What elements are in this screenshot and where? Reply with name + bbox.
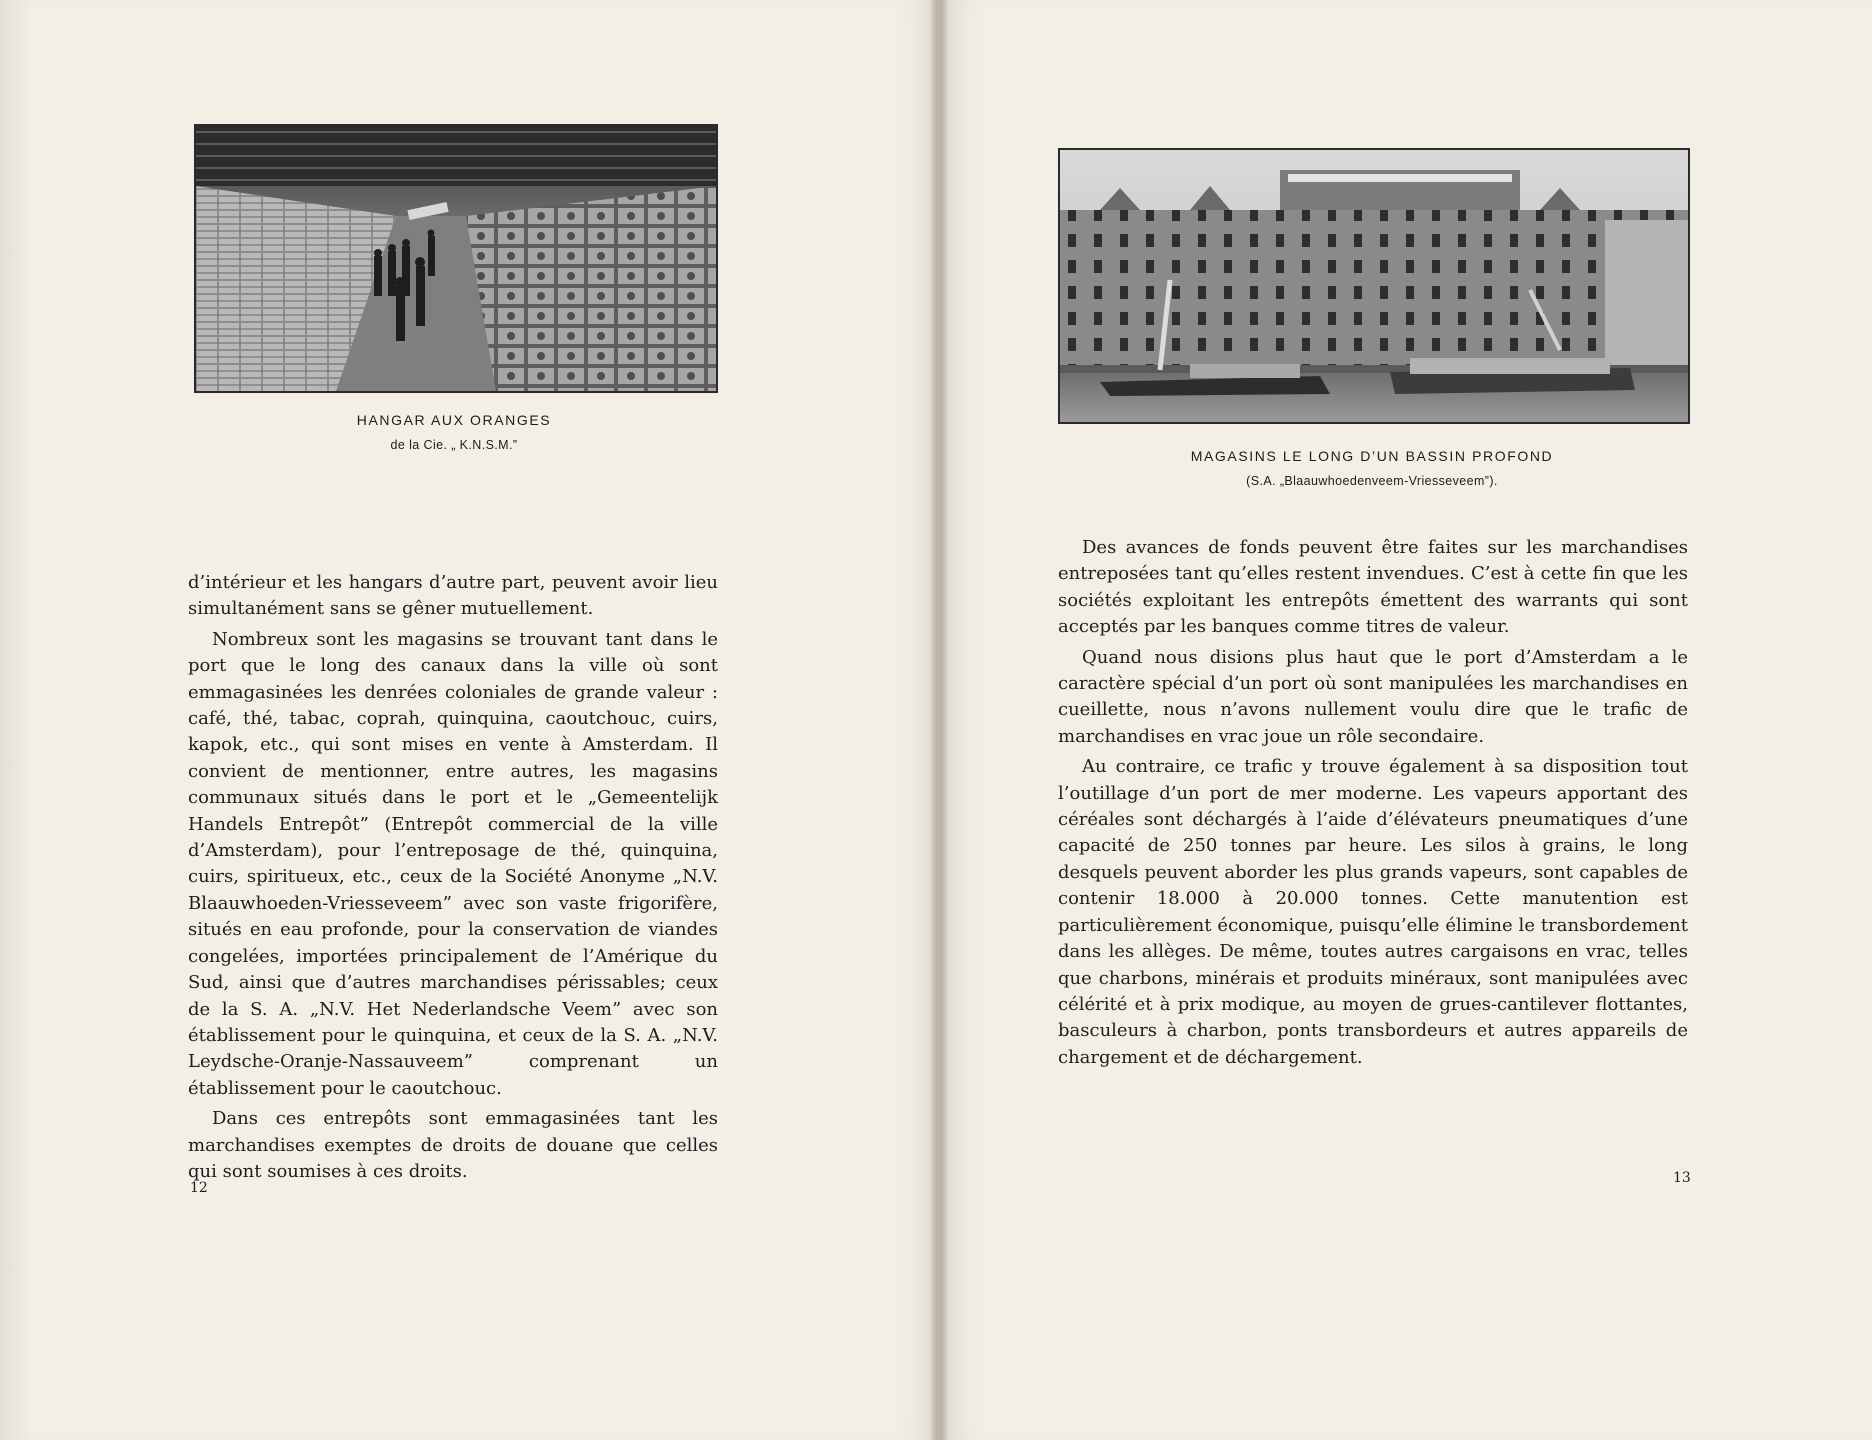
- right-page: [940, 0, 1872, 1440]
- paragraph: Quand nous disions plus haut que le port d’Amsterdam a le caractère spécial d’un port où sont manipulées les marchandises en cueillette, nous n’avons nullement voulu dire que le trafic de marchandises en vrac joue un rôle secondaire.: [1058, 646, 1688, 747]
- warehouse-quay-photo: [1058, 148, 1690, 424]
- page-number: 12: [190, 1180, 208, 1196]
- basin-warehouse-image: [1060, 150, 1688, 422]
- warehouse-photo: [194, 124, 718, 393]
- page-stack-edge: [0, 0, 28, 1440]
- paragraph: Des avances de fonds peuvent être faites sur les marchandises entreposées tant qu’elles restent invendues. C’est à cette fin que les sociétés exploitant les entrepôts émettent des warrants qui sont acceptés par les banques comme titres de valeur.: [1058, 537, 1688, 638]
- caption-subtitle: (S.A. „Blaauwhoedenveem-Vriesseveem”).: [1246, 474, 1498, 488]
- page-number: 13: [1673, 1170, 1691, 1186]
- caption-subtitle: de la Cie. „ K.N.S.M.”: [390, 438, 518, 452]
- paragraph: Nombreux sont les magasins se trouvant tant dans le port que le long des canaux dans la ville où sont emmagasinées les denrées coloniales de grande valeur : café, thé, tabac, coprah, quinquina, caoutchouc, cuirs, kapok, etc., qui sont mises en vente à Amsterdam. Il convient de mentionner, entre autres, les magasins communaux situés dans le port et le „Gemeentelijk Handels Entrepôt” (Entrepôt commercial de la ville d’Amsterdam), pour l’entreposage de thé, quinquina, cuirs, spiritueux, etc., ceux de la Société Anonyme „N.V. Blaauwhoeden-Vriesseveem” avec son vaste frigorifère, situés en eau profonde, pour la conservation de viandes congelées, importées principalement de l’Amérique du Sud, ainsi que d’autres marchandises périssables; ceux de la S. A. „N.V. Het Nederlandsche Veem” avec son établissement pour le quinquina, et ceux de la S. A. „N.V. Leydsche-Oranje-Nassauveem” comprenant un établissement pour le caoutchouc.: [188, 628, 718, 1099]
- paragraph: Au contraire, ce trafic y trouve également à sa disposition tout l’outillage d’un port de mer moderne. Les vapeurs apportant des céréales sont déchargés à l’aide d’élévateurs pneumatiques d’une capacité de 250 tonnes par heure. Les silos à grains, le long desquels peuvent aborder les plus grands vapeurs, sont capables de contenir 18.000 à 20.000 tonnes. Cette manutention est particulièrement économique, puisqu’elle élimine le transbordement dans les allèges. De même, toutes autres cargaisons en vrac, telles que charbons, minérais et produits minéraux, sont manipulées avec célérité et à prix modique, au moyen de grues-cantilever flottantes, basculeurs à charbon, ponts transbordeurs et autres appareils de chargement et de déchargement.: [1058, 756, 1688, 1068]
- book-gutter: [930, 0, 948, 1440]
- paragraph: d’intérieur et les hangars d’autre part, peuvent avoir lieu simultanément sans se gêner mutuellement.: [188, 572, 718, 620]
- caption-title: HANGAR AUX ORANGES: [356, 412, 552, 428]
- paragraph: Dans ces entrepôts sont emmagasinées tant les marchandises exemptes de droits de douane que celles qui sont soumises à ces droits.: [188, 1108, 718, 1182]
- caption-title: MAGASINS LE LONG D’UN BASSIN PROFOND: [1190, 448, 1554, 464]
- left-page: [28, 0, 938, 1440]
- left-body-text: [188, 570, 718, 1189]
- left-photo-caption: [194, 412, 714, 452]
- right-body-text: [1058, 535, 1688, 1075]
- orange-hangar-image: [196, 126, 716, 391]
- right-photo-caption: [1058, 448, 1686, 488]
